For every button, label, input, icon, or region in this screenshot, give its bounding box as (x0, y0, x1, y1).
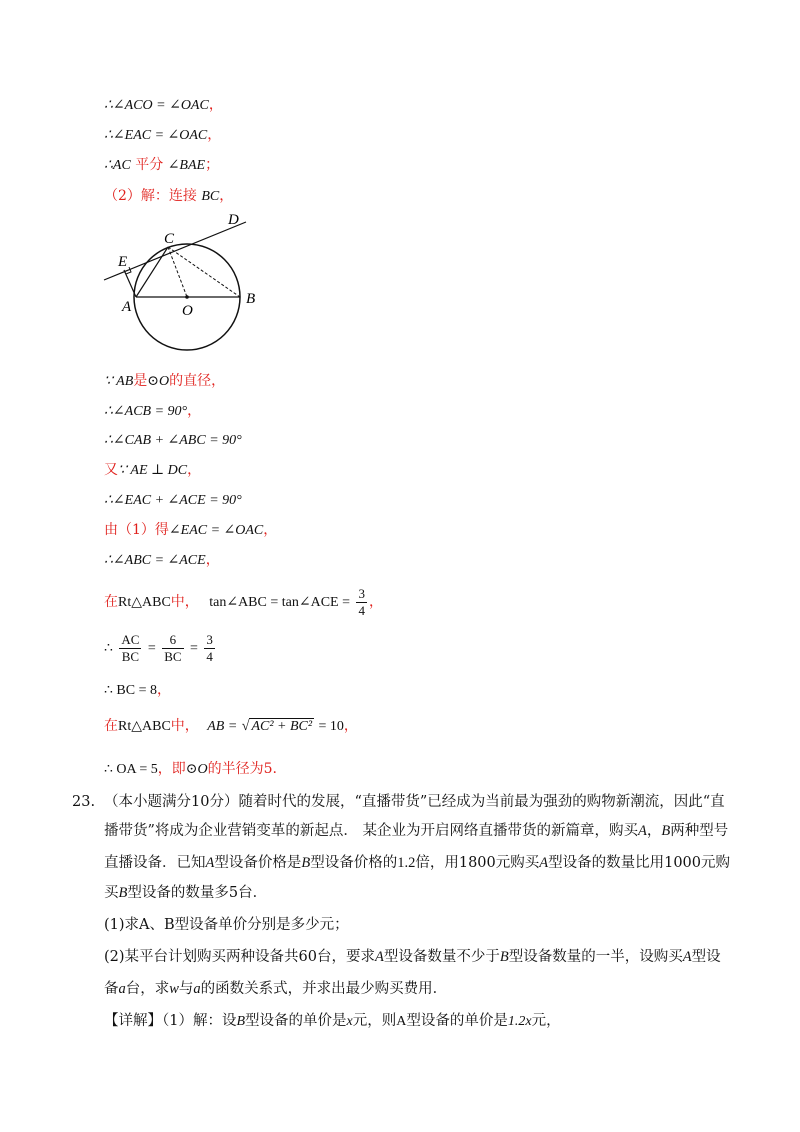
line-15: 在Rt△ABC中， AB = √ AC² + BC² = 10， (104, 718, 358, 734)
fraction: $\frac{AC}{BC}$ (121, 631, 140, 664)
sub-question-2-line-2: 备a台，求w与a的函数关系式，并求出最少购买费用． (104, 981, 448, 997)
question-line-4: 买B型设备的数量多5台． (104, 885, 268, 901)
segment-co-dashed (168, 247, 187, 297)
label-a: A (122, 299, 132, 315)
question-line-2: 播带货”将成为企业营销变革的新起点． 某企业为开启网络直播带货的新篇章，购买A，B两种型号 (104, 823, 729, 839)
sub-question-2-line-1: (2)某平台计划购买两种设备共60台，要求A型设备数量不少于B型设备数量的一半，设购买A型设 (104, 949, 721, 965)
line-5: ∵ AB是⊙O的直径， (104, 373, 226, 389)
answer-tag: 【详解】 (104, 1013, 162, 1029)
segment-ae (124, 270, 136, 297)
line-3: ∴AC 平分 ∠BAE； (104, 157, 220, 173)
line-7: ∴∠CAB + ∠ABC = 90° (104, 433, 242, 448)
sqrt-expr: AC² + BC² (251, 719, 313, 734)
answer-line: 【详解】（1）解：设B型设备的单价是x元，则A型设备的单价是1.2x元， (104, 1013, 561, 1029)
line-12: 在Rt△ABC中， tan∠ABC = tan∠ACE = $\frac{3}{4}$ ， (104, 585, 383, 618)
fraction: $\frac{6}{BC}$ (164, 631, 182, 664)
label-d: D (228, 212, 239, 228)
label-e: E (118, 254, 128, 270)
tangent-line-dc (104, 222, 246, 280)
line-8: 又∵ AE ⊥ DC， (104, 462, 202, 478)
line-4: （2）解：连接 BC， (104, 188, 234, 204)
line-1: ∴∠ACO = ∠OAC， (104, 97, 223, 113)
question-number: 23. (72, 794, 96, 810)
center-point (185, 295, 189, 299)
math-expr: ∴∠ACO = ∠OAC (104, 98, 209, 113)
label-b: B (246, 291, 256, 307)
line-13: ∴ $\frac{AC}{BC}$ = $\frac{6}{BC}$ = $\frac{3}{4}$ (104, 631, 213, 664)
line-11: ∴∠ABC = ∠ACE， (104, 552, 220, 568)
segment-cb-dashed (168, 247, 240, 297)
line-10: 由（1）得∠EAC = ∠OAC， (104, 522, 278, 538)
label-c: C (164, 231, 175, 247)
question-line-3: 直播设备．已知A型设备价格是B型设备价格的1.2倍，用1800元购买A型设备的数量比用1000元购 (104, 855, 731, 871)
fraction: $\frac{3}{4}$ (358, 585, 365, 618)
math-expr: ∴∠EAC = ∠OAC (104, 128, 208, 143)
question-line-1: （本小题满分10分）随着时代的发展，“直播带货”已经成为当前最为强劲的购物新潮流，因此“直 (104, 794, 725, 810)
line-2: ∴∠EAC = ∠OAC， (104, 127, 222, 143)
sub-question-1: (1)求A、B型设备单价分别是多少元； (104, 917, 349, 933)
line-9: ∴∠EAC + ∠ACE = 90° (104, 493, 242, 508)
line-14: ∴ BC = 8， (104, 682, 171, 698)
geometry-diagram (96, 210, 276, 360)
label-o: O (182, 303, 193, 319)
fraction: $\frac{3}{4}$ (206, 631, 213, 664)
line-6: ∴∠ACB = 90°， (104, 403, 202, 419)
line-16: ∴ OA = 5，即⊙O的半径为5. (104, 761, 277, 777)
